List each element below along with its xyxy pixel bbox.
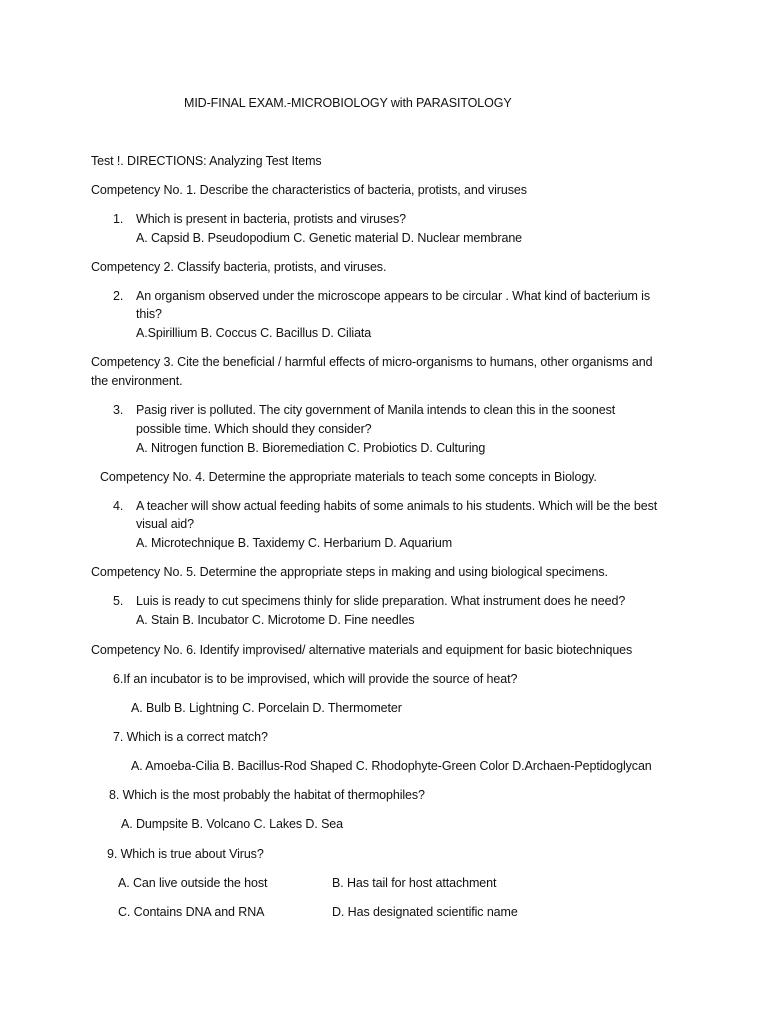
question-6-stem: 6.If an incubator is to be improvised, which will provide the source of heat? <box>113 672 518 686</box>
question-9-stem: 9. Which is true about Virus? <box>107 847 264 861</box>
question-9-choice-b: B. Has tail for host attachment <box>332 876 497 890</box>
competency-2: Competency 2. Classify bacteria, protists, and viruses. <box>91 260 387 274</box>
question-5-number: 5. <box>113 594 124 608</box>
question-2-choices: A.Spirillium B. Coccus C. Bacillus D. Ciliata <box>136 326 372 340</box>
question-5-choices: A. Stain B. Incubator C. Microtome D. Fine needles <box>136 613 415 627</box>
question-2-number: 2. <box>113 289 124 303</box>
question-5-stem: Luis is ready to cut specimens thinly for slide preparation. What instrument does he need? <box>136 594 626 608</box>
question-1-stem: Which is present in bacteria, protists and viruses? <box>136 212 407 226</box>
question-9-choice-a: A. Can live outside the host <box>118 876 268 890</box>
question-8-choices: A. Dumpsite B. Volcano C. Lakes D. Sea <box>121 817 344 831</box>
question-8-stem: 8. Which is the most probably the habitat of thermophiles? <box>109 788 425 802</box>
question-4-choices: A. Microtechnique B. Taxidemy C. Herbarium D. Aquarium <box>136 536 453 550</box>
question-4-stem-line1: A teacher will show actual feeding habits of some animals to his students. Which will be the best <box>136 499 658 513</box>
question-2-stem-line1: An organism observed under the microscope appears to be circular . What kind of bacterium is <box>136 289 650 303</box>
competency-6: Competency No. 6. Identify improvised/ alternative materials and equipment for basic biotechniques <box>91 643 633 657</box>
question-3-choices: A. Nitrogen function B. Bioremediation C. Probiotics D. Culturing <box>136 441 486 455</box>
question-6-choices: A. Bulb B. Lightning C. Porcelain D. Thermometer <box>131 701 402 715</box>
directions: Test !. DIRECTIONS: Analyzing Test Items <box>91 154 322 168</box>
competency-4: Competency No. 4. Determine the appropriate materials to teach some concepts in Biology. <box>100 470 597 484</box>
competency-3-line2: the environment. <box>91 374 183 388</box>
competency-5: Competency No. 5. Determine the appropriate steps in making and using biological specimens. <box>91 565 608 579</box>
question-3-stem-line1: Pasig river is polluted. The city government of Manila intends to clean this in the soonest <box>136 403 616 417</box>
question-3-stem-line2: possible time. Which should they consider? <box>136 422 372 436</box>
question-4-stem-line2: visual aid? <box>136 517 194 531</box>
exam-title: MID-FINAL EXAM.-MICROBIOLOGY with PARASITOLOGY <box>184 96 512 110</box>
question-7-stem: 7. Which is a correct match? <box>113 730 268 744</box>
competency-3-line1: Competency 3. Cite the beneficial / harmful effects of micro-organisms to humans, other organisms and <box>91 355 653 369</box>
competency-1: Competency No. 1. Describe the characteristics of bacteria, protists, and viruses <box>91 183 527 197</box>
question-7-choices: A. Amoeba-Cilia B. Bacillus-Rod Shaped C. Rhodophyte-Green Color D.Archaen-Peptidoglycan <box>131 759 652 773</box>
question-1-choices: A. Capsid B. Pseudopodium C. Genetic material D. Nuclear membrane <box>136 231 523 245</box>
question-3-number: 3. <box>113 403 124 417</box>
question-4-number: 4. <box>113 499 124 513</box>
question-2-stem-line2: this? <box>136 307 162 321</box>
question-9-choice-d: D. Has designated scientific name <box>332 905 518 919</box>
question-9-choice-c: C. Contains DNA and RNA <box>118 905 265 919</box>
question-1-number: 1. <box>113 212 124 226</box>
